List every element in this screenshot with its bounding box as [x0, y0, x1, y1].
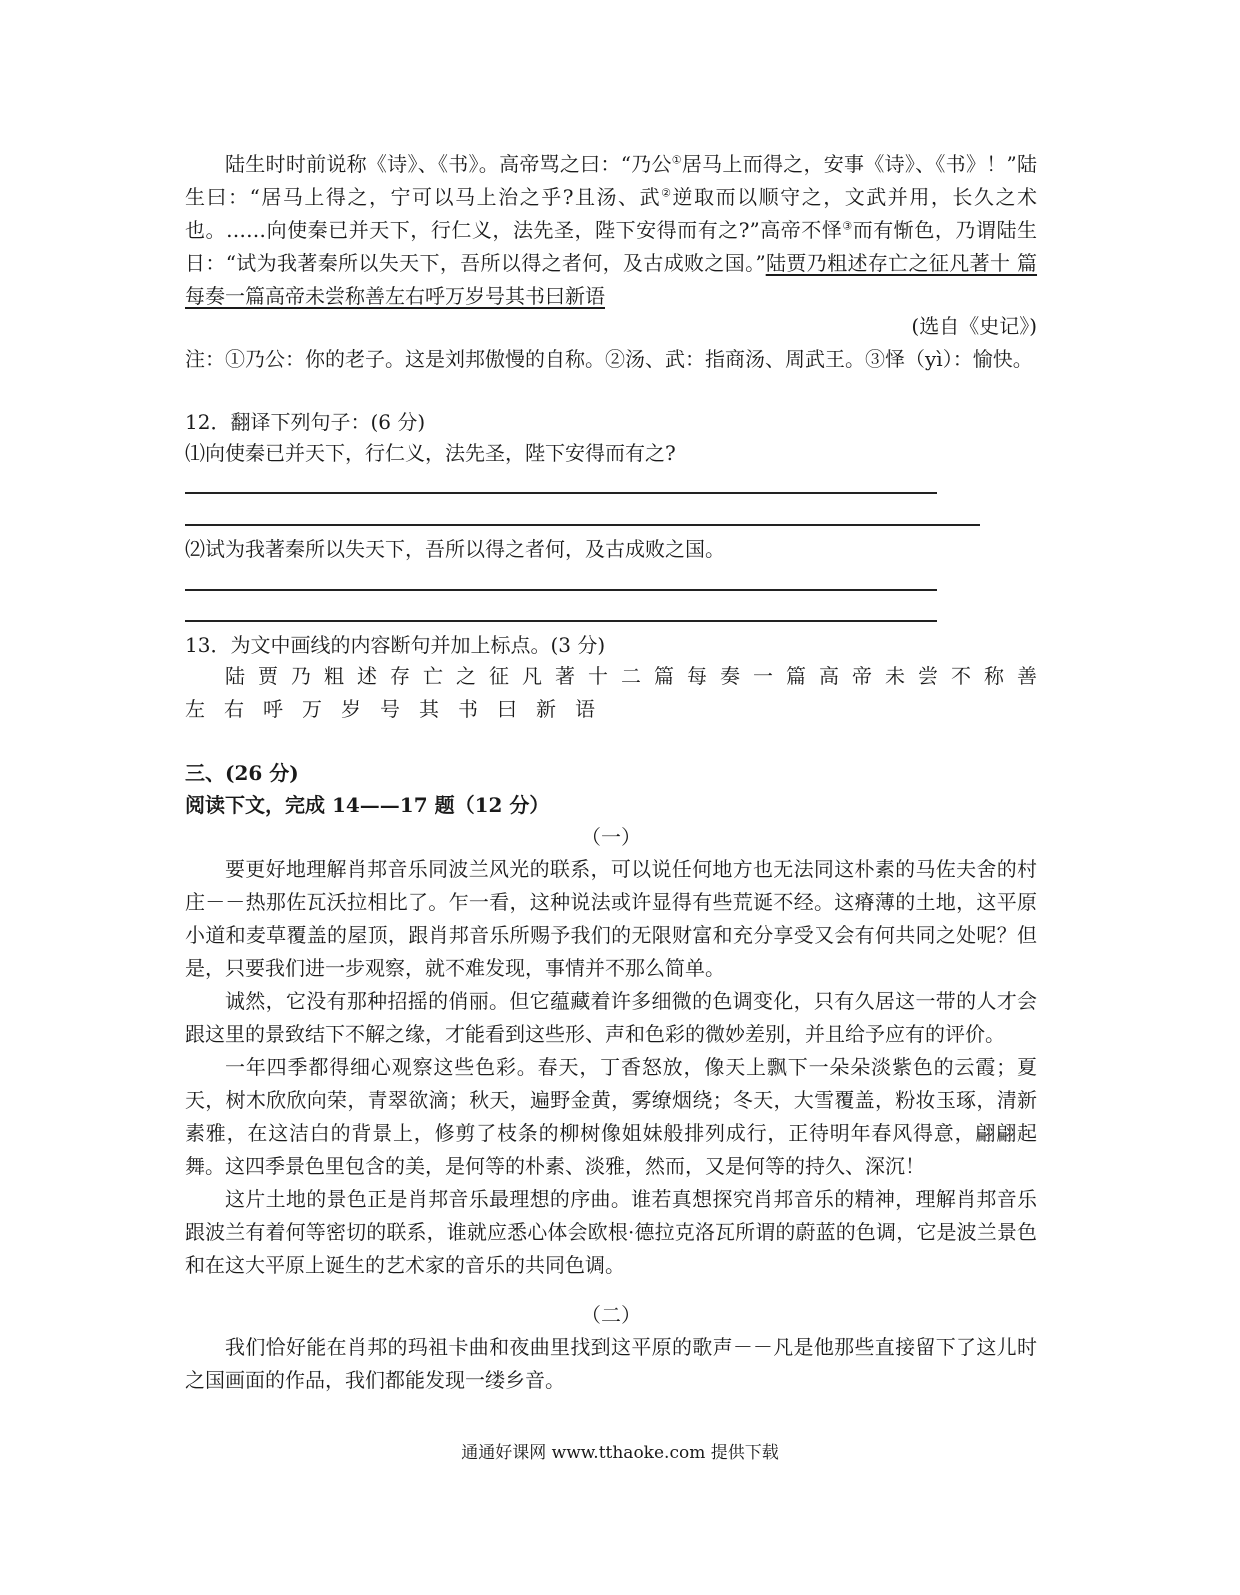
answer-line[interactable]	[185, 492, 937, 494]
modern-passage-part-1	[185, 853, 1037, 1282]
classical-passage	[185, 148, 1037, 313]
answer-line[interactable]	[185, 589, 937, 591]
answer-line[interactable]	[185, 524, 980, 526]
footnote-marker: ③	[842, 219, 853, 233]
passage-text: 陆生时时前说称《诗》、《书》。高帝骂之曰：“乃公	[225, 152, 672, 176]
unpunctuated-line: 左右呼万岁号其书曰新语	[185, 697, 614, 721]
modern-passage-part-2	[185, 1331, 1037, 1397]
section-heading: 三、(26 分)	[185, 761, 299, 785]
question-12-item-2: ⑵试为我著秦所以失天下，吾所以得之者何，及古成败之国。	[185, 537, 725, 561]
part-2-label: （二）	[581, 1303, 641, 1327]
question-13-text	[185, 660, 1037, 726]
source-citation: (选自《史记》)	[911, 314, 1037, 338]
question-12-item-1: ⑴向使秦已并天下，行仁义，法先圣，陛下安得而有之?	[185, 441, 676, 465]
passage-paragraph: 诚然，它没有那种招摇的俏丽。但它蕴藏着许多细微的色调变化，只有久居这一带的人才会跟这里的景致结下不解之缘，才能看到这些形、声和色彩的微妙差别，并且给予应有的评价。	[185, 989, 1037, 1046]
footnote-marker: ②	[661, 186, 673, 200]
underlined-passage: 陆贾乃粗述存亡之征凡著十 篇每奏一篇高帝未尝称善左右呼万岁号其书曰新语	[185, 251, 1038, 308]
page-footer: 通通好课网 www.tthaoke.com 提供下载	[461, 1443, 779, 1463]
part-1-label: （一）	[581, 825, 641, 849]
passage-paragraph: 一年四季都得细心观察这些色彩。春天，丁香怒放，像天上飘下一朵朵淡紫色的云霞；夏天，树木欣欣向荣，青翠欲滴；秋天，遍野金黄，雾缭烟绕；冬天，大雪覆盖，粉妆玉琢，清新素雅，在这洁白的背景上，修剪了枝条的柳树像姐妹般排列成行，正待明年春风得意，翩翩起舞。这四季景色里包含的美，是何等的朴素、淡雅，然而，又是何等的持久、深沉！	[185, 1055, 1037, 1178]
passage-paragraph	[185, 148, 1037, 313]
passage-paragraph: 要更好地理解肖邦音乐同波兰风光的联系，可以说任何地方也无法同这朴素的马佐夫舍的村庄－－热那佐瓦沃拉相比了。乍一看，这种说法或许显得有些荒诞不经。这瘠薄的土地，这平原小道和麦草覆盖的屋顶，跟肖邦音乐所赐予我们的无限财富和充分享受又会有何共同之处呢？但是，只要我们进一步观察，就不难发现，事情并不那么简单。	[185, 857, 1037, 980]
annotation-note	[185, 343, 1037, 376]
question-12-title: 12．翻译下列句子：(6 分)	[185, 410, 426, 434]
passage-paragraph: 这片土地的景色正是肖邦音乐最理想的序曲。谁若真想探究肖邦音乐的精神，理解肖邦音乐跟波兰有着何等密切的联系，谁就应悉心体会欧根·德拉克洛瓦所谓的蔚蓝的色调，它是波兰景色和在这大平原上诞生的艺术家的音乐的共同色调。	[185, 1187, 1037, 1277]
unpunctuated-line: 陆贾乃粗述存亡之征凡著十二篇每奏一篇高帝未尝不称善	[225, 664, 1037, 688]
footnote-marker: ①	[671, 153, 682, 167]
question-13-title: 13．为文中画线的内容断句并加上标点。(3 分)	[185, 633, 606, 657]
answer-line[interactable]	[185, 620, 937, 622]
passage-text: 而有惭色，乃谓陆生日：“试为我著秦所以失天下，吾所以得之者何，及古成败之国。”	[185, 218, 1037, 275]
note-text: 注：①乃公：你的老子。这是刘邦傲慢的自称。②汤、武：指商汤、周武王。③怿（yì）：愉快。	[185, 347, 1033, 371]
passage-text: 居马上而得之，安事《诗》、《书》！”陆生曰：“居马上得之，宁可以马上治之乎?且汤、武	[185, 152, 1037, 209]
passage-paragraph: 我们恰好能在肖邦的玛祖卡曲和夜曲里找到这平原的歌声－－凡是他那些直接留下了这儿时之国画面的作品，我们都能发现一缕乡音。	[185, 1335, 1037, 1392]
passage-text: 逆取而以顺守之，文武并用，长久之术也。……向使秦已并天下，行仁义，法先圣，陛下安得而有之?”高帝不怿	[185, 185, 1037, 242]
section-subheading: 阅读下文，完成 14——17 题（12 分）	[185, 793, 550, 817]
